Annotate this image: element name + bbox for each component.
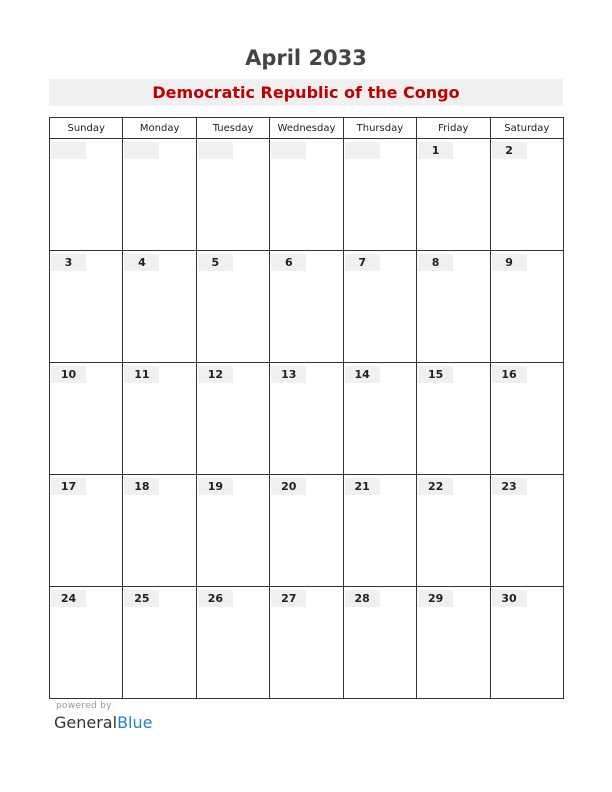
weekday-header: Wednesday: [270, 118, 343, 139]
day-number: 8: [418, 254, 453, 271]
brand-blue-text: Blue: [117, 713, 153, 732]
calendar-day-cell[interactable]: [196, 139, 269, 251]
calendar-day-cell[interactable]: [50, 251, 123, 363]
day-number: 15: [418, 366, 453, 383]
calendar-day-cell[interactable]: [123, 475, 196, 587]
calendar-day-cell[interactable]: [490, 475, 563, 587]
day-number: 6: [271, 254, 306, 271]
calendar-day-cell[interactable]: [490, 139, 563, 251]
day-number: 5: [198, 254, 233, 271]
weekday-header-row: [50, 118, 564, 139]
calendar-day-cell[interactable]: [417, 363, 490, 475]
day-number: 28: [345, 590, 380, 607]
calendar-day-cell[interactable]: [417, 475, 490, 587]
calendar-day-cell[interactable]: [343, 251, 416, 363]
day-number: 21: [345, 478, 380, 495]
day-number: 29: [418, 590, 453, 607]
weekday-header: Sunday: [50, 118, 123, 139]
calendar-day-cell[interactable]: [196, 363, 269, 475]
weekday-header: Thursday: [343, 118, 416, 139]
calendar-day-cell[interactable]: [50, 139, 123, 251]
calendar-day-cell[interactable]: [490, 587, 563, 699]
calendar-day-cell[interactable]: [343, 139, 416, 251]
calendar-day-cell[interactable]: [343, 587, 416, 699]
calendar-week-row: [50, 363, 564, 475]
day-number: 27: [271, 590, 306, 607]
day-number: 1: [418, 142, 453, 159]
calendar-day-cell[interactable]: [270, 251, 343, 363]
calendar-week-row: [50, 251, 564, 363]
day-number: 17: [51, 478, 86, 495]
calendar-day-cell[interactable]: [270, 363, 343, 475]
calendar-day-cell[interactable]: [270, 139, 343, 251]
day-number: 4: [124, 254, 159, 271]
weekday-header: Saturday: [490, 118, 563, 139]
day-number: 24: [51, 590, 86, 607]
calendar-day-cell[interactable]: [123, 587, 196, 699]
calendar-day-cell[interactable]: [417, 251, 490, 363]
day-number: [198, 142, 233, 159]
day-number: 18: [124, 478, 159, 495]
calendar-day-cell[interactable]: [196, 475, 269, 587]
calendar-day-cell[interactable]: [196, 251, 269, 363]
calendar-day-cell[interactable]: [50, 587, 123, 699]
day-number: 9: [492, 254, 527, 271]
page-title: April 2033: [245, 46, 367, 70]
calendar-day-cell[interactable]: [196, 587, 269, 699]
calendar-day-cell[interactable]: [343, 475, 416, 587]
day-number: 3: [51, 254, 86, 271]
day-number: [124, 142, 159, 159]
day-number: 12: [198, 366, 233, 383]
powered-by-label: powered by: [56, 701, 112, 711]
day-number: 22: [418, 478, 453, 495]
calendar-day-cell[interactable]: [123, 139, 196, 251]
day-number: 19: [198, 478, 233, 495]
day-number: 20: [271, 478, 306, 495]
day-number: 11: [124, 366, 159, 383]
day-number: 10: [51, 366, 86, 383]
day-number: [51, 142, 86, 159]
calendar-day-cell[interactable]: [270, 587, 343, 699]
calendar-day-cell[interactable]: [490, 363, 563, 475]
calendar-day-cell[interactable]: [50, 475, 123, 587]
day-number: 7: [345, 254, 380, 271]
calendar-day-cell[interactable]: [417, 587, 490, 699]
calendar-day-cell[interactable]: [417, 139, 490, 251]
country-banner: Democratic Republic of the Congo: [49, 79, 563, 106]
day-number: 13: [271, 366, 306, 383]
weekday-header: Tuesday: [196, 118, 269, 139]
calendar-day-cell[interactable]: [490, 251, 563, 363]
calendar-week-row: [50, 139, 564, 251]
day-number: 16: [492, 366, 527, 383]
generalblue-logo[interactable]: [54, 713, 152, 732]
calendar-week-row: [50, 587, 564, 699]
day-number: 26: [198, 590, 233, 607]
calendar-grid: [49, 117, 564, 699]
day-number: 30: [492, 590, 527, 607]
weekday-header: Monday: [123, 118, 196, 139]
day-number: 14: [345, 366, 380, 383]
calendar-day-cell[interactable]: [123, 363, 196, 475]
day-number: 25: [124, 590, 159, 607]
calendar-day-cell[interactable]: [270, 475, 343, 587]
day-number: 2: [492, 142, 527, 159]
calendar-day-cell[interactable]: [123, 251, 196, 363]
brand-general-text: General: [54, 713, 118, 732]
calendar-day-cell[interactable]: [343, 363, 416, 475]
day-number: 23: [492, 478, 527, 495]
day-number: [345, 142, 380, 159]
day-number: [271, 142, 306, 159]
weekday-header: Friday: [417, 118, 490, 139]
calendar-day-cell[interactable]: [50, 363, 123, 475]
calendar-week-row: [50, 475, 564, 587]
